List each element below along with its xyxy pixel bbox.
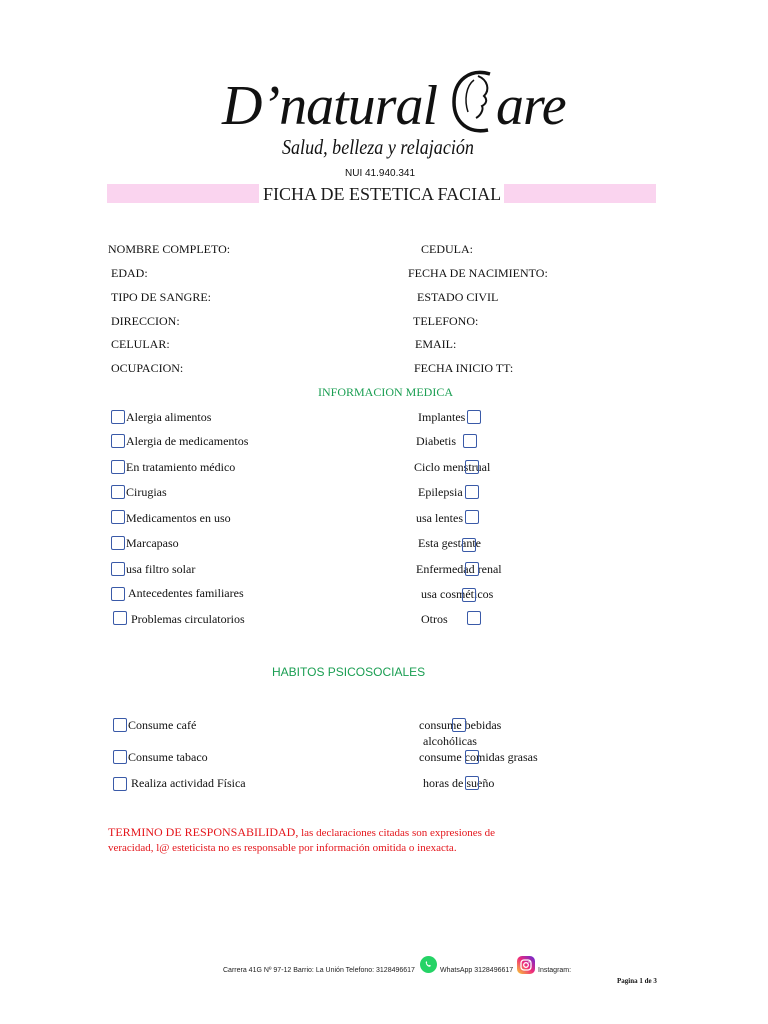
- page-title: FICHA DE ESTETICA FACIAL: [263, 184, 502, 204]
- label-cafe: Consume café: [128, 718, 197, 732]
- checkbox-otros[interactable]: [467, 611, 481, 625]
- label-nombre: NOMBRE COMPLETO:: [108, 242, 231, 256]
- label-alcoholicas: alcohólicas: [423, 734, 477, 748]
- label-marcapaso: Marcapaso: [126, 536, 179, 550]
- label-gestante: Esta gestante: [418, 536, 481, 550]
- label-lentes: usa lentes: [416, 511, 463, 525]
- nui-number: NUI 41.940.341: [345, 168, 416, 179]
- label-estado-civil: ESTADO CIVIL: [417, 290, 499, 304]
- checkbox-cafe[interactable]: [113, 718, 127, 732]
- checkbox-diabetis[interactable]: [463, 434, 477, 448]
- checkbox-medicamentos[interactable]: [111, 510, 125, 524]
- label-tipo-sangre: TIPO DE SANGRE:: [111, 290, 212, 304]
- label-email: EMAIL:: [415, 337, 457, 351]
- footer-whatsapp: WhatsApp 3128496617: [440, 967, 514, 974]
- label-cosmeticos: usa cosméticos: [421, 587, 494, 601]
- logo-text-part2: are: [496, 75, 566, 137]
- label-implantes: Implantes: [418, 410, 466, 424]
- brand-logo: [222, 66, 566, 138]
- checkbox-bebidas[interactable]: [452, 718, 466, 732]
- checkbox-renal[interactable]: [465, 562, 479, 576]
- label-fecha-nacimiento: FECHA DE NACIMIENTO:: [408, 266, 548, 280]
- label-alergia-alimentos: Alergia alimentos: [126, 410, 212, 424]
- checkbox-lentes[interactable]: [465, 510, 479, 524]
- whatsapp-icon[interactable]: [420, 956, 437, 973]
- label-alergia-medicamentos: Alergia de medicamentos: [126, 434, 249, 448]
- label-telefono: TELEFONO:: [413, 314, 479, 328]
- checkbox-circulatorios[interactable]: [113, 611, 127, 625]
- label-direccion: DIRECCION:: [111, 314, 180, 328]
- label-celular: CELULAR:: [111, 337, 170, 351]
- checkbox-antecedentes[interactable]: [111, 587, 125, 601]
- instagram-icon[interactable]: [517, 956, 535, 974]
- label-actividad-fisica: Realiza actividad Física: [131, 776, 246, 790]
- checkbox-filtro-solar[interactable]: [111, 562, 125, 576]
- title-highlight-right: [504, 184, 656, 203]
- label-tratamiento: En tratamiento médico: [126, 460, 236, 474]
- checkbox-epilepsia[interactable]: [465, 485, 479, 499]
- label-fecha-inicio: FECHA INICIO TT:: [414, 361, 514, 375]
- checkbox-horas-sueno[interactable]: [465, 776, 479, 790]
- checkbox-marcapaso[interactable]: [111, 536, 125, 550]
- label-filtro-solar: usa filtro solar: [126, 562, 196, 576]
- label-ciclo: Ciclo menstrual: [414, 460, 491, 474]
- label-diabetis: Diabetis: [416, 434, 456, 448]
- page-number: Pagina 1 de 3: [617, 977, 657, 985]
- medical-heading: INFORMACION MEDICA: [318, 385, 454, 399]
- checkbox-cosmeticos[interactable]: [462, 588, 476, 602]
- checkbox-tratamiento[interactable]: [111, 460, 125, 474]
- terms-text: [108, 825, 498, 856]
- label-ocupacion: OCUPACION:: [111, 361, 184, 375]
- logo-face-c-icon: [450, 66, 496, 138]
- label-cirugias: Cirugias: [126, 485, 167, 499]
- terms-body: las declaraciones citadas son expresiones de veracidad, l@ esteticista no es responsable por información omitida o inexacta.: [108, 827, 496, 854]
- checkbox-ciclo[interactable]: [465, 460, 479, 474]
- label-cedula: CEDULA:: [421, 242, 473, 256]
- habits-heading: HABITOS PSICOSOCIALES: [272, 665, 426, 679]
- label-tabaco: Consume tabaco: [128, 750, 208, 764]
- terms-title: TERMINO DE RESPONSABILIDAD,: [108, 825, 299, 839]
- logo-text-part1: D’natural: [222, 75, 450, 137]
- checkbox-alergia-medicamentos[interactable]: [111, 434, 125, 448]
- checkbox-implantes[interactable]: [467, 410, 481, 424]
- label-antecedentes: Antecedentes familiares: [128, 586, 244, 600]
- label-medicamentos: Medicamentos en uso: [126, 511, 231, 525]
- label-circulatorios: Problemas circulatorios: [131, 612, 245, 626]
- label-edad: EDAD:: [111, 266, 148, 280]
- label-comidas-grasas: consume comidas grasas: [419, 750, 538, 764]
- label-otros: Otros: [421, 612, 448, 626]
- label-epilepsia: Epilepsia: [418, 485, 463, 499]
- checkbox-comidas-grasas[interactable]: [465, 750, 479, 764]
- title-highlight-left: [107, 184, 259, 203]
- checkbox-actividad-fisica[interactable]: [113, 777, 127, 791]
- footer-address: Carrera 41G Nº 97-12 Barrio: La Unión Telefono: 3128496617: [223, 967, 415, 974]
- label-bebidas: consume bebidas: [419, 718, 502, 732]
- checkbox-cirugias[interactable]: [111, 485, 125, 499]
- footer-instagram: Instagram:: [538, 967, 572, 974]
- checkbox-tabaco[interactable]: [113, 750, 127, 764]
- checkbox-alergia-alimentos[interactable]: [111, 410, 125, 424]
- checkbox-gestante[interactable]: [462, 538, 476, 552]
- label-horas-sueno: horas de sueño: [423, 776, 495, 790]
- tagline: Salud, belleza y relajación: [282, 135, 474, 159]
- label-renal: Enfermedad renal: [416, 562, 502, 576]
